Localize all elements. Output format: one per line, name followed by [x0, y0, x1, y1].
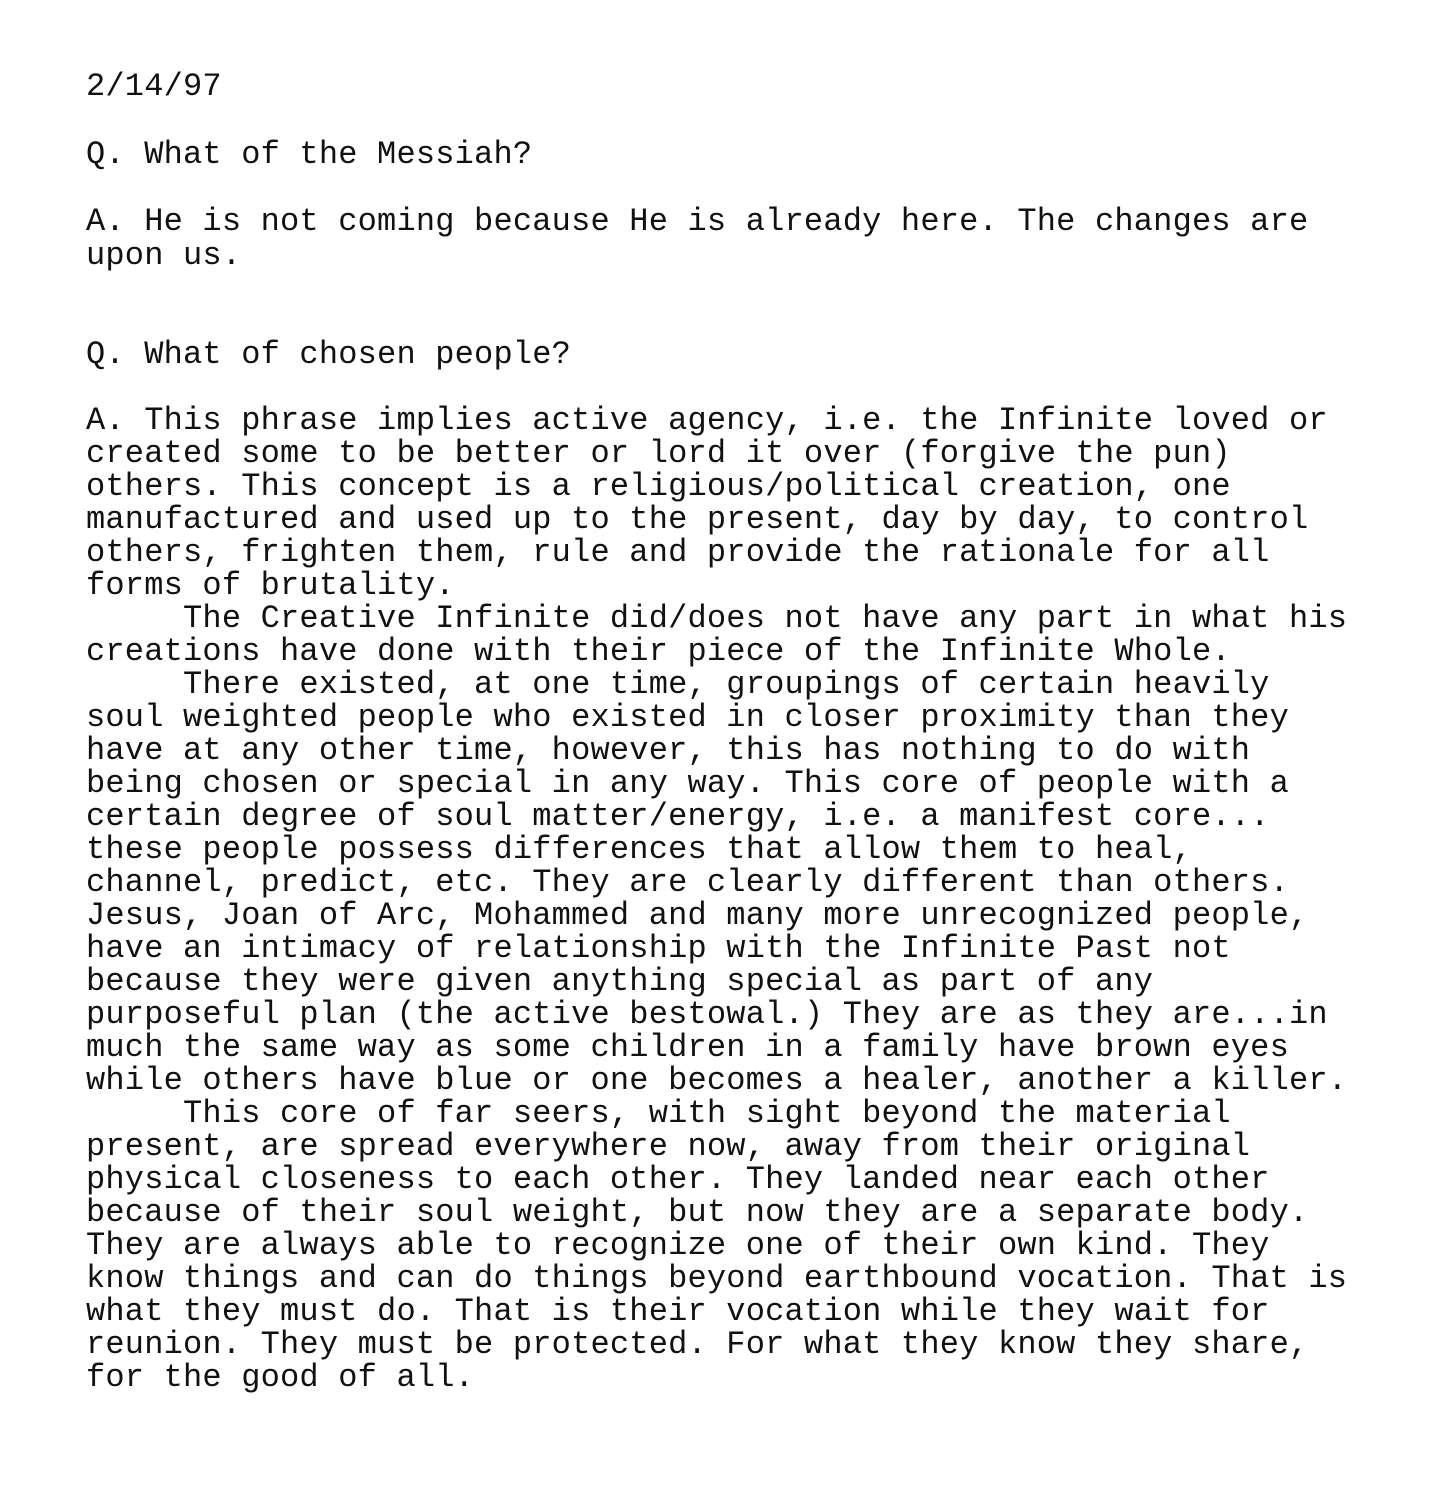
answer-line: forms of brutality. [86, 567, 455, 604]
answer-line: There existed, at one time, groupings of certain heavily [86, 666, 1270, 703]
answer-line: They are always able to recognize one of their own kind. They [86, 1227, 1270, 1264]
answer-line: created some to be better or lord it over (forgive the pun) [86, 435, 1231, 472]
answer-line: present, are spread everywhere now, away from their original [86, 1128, 1251, 1165]
answer-line: certain degree of soul matter/energy, i.e. a manifest core... [86, 798, 1270, 835]
answer-line: The Creative Infinite did/does not have any part in what his [86, 600, 1348, 637]
answer-line: much the same way as some children in a family have brown eyes [86, 1029, 1289, 1066]
answer-line: channel, predict, etc. They are clearly different than others. [86, 864, 1289, 901]
answer-line: purposeful plan (the active bestowal.) They are as they are...in [86, 996, 1328, 1033]
answer-messiah-line-1: A. He is not coming because He is already here. The changes are [86, 203, 1309, 240]
answer-line: because of their soul weight, but now they are a separate body. [86, 1194, 1309, 1231]
answer-line: being chosen or special in any way. This core of people with a [86, 765, 1289, 802]
answer-line: for the good of all. [86, 1359, 475, 1396]
answer-line: reunion. They must be protected. For what they know they share, [86, 1326, 1309, 1363]
answer-line: physical closeness to each other. They landed near each other [86, 1161, 1270, 1198]
answer-line: have an intimacy of relationship with the Infinite Past not [86, 930, 1231, 967]
question-messiah: Q. What of the Messiah? [86, 136, 533, 173]
answer-line: A. This phrase implies active agency, i.e. the Infinite loved or [86, 402, 1328, 439]
answer-line: while others have blue or one becomes a healer, another a killer. [86, 1062, 1348, 1099]
document-date: 2/14/97 [86, 68, 222, 105]
question-chosen-people: Q. What of chosen people? [86, 336, 572, 373]
answer-line: because they were given anything special as part of any [86, 963, 1154, 1000]
answer-line: others, frighten them, rule and provide the rationale for all [86, 534, 1270, 571]
answer-line: what they must do. That is their vocation while they wait for [86, 1293, 1270, 1330]
answer-line: know things and can do things beyond earthbound vocation. That is [86, 1260, 1348, 1297]
answer-line: Jesus, Joan of Arc, Mohammed and many more unrecognized people, [86, 897, 1309, 934]
answer-line: soul weighted people who existed in closer proximity than they [86, 699, 1289, 736]
answer-line: others. This concept is a religious/political creation, one [86, 468, 1231, 505]
answer-line: creations have done with their piece of the Infinite Whole. [86, 633, 1231, 670]
answer-messiah-line-2: upon us. [86, 237, 242, 274]
answer-line: This core of far seers, with sight beyond the material [86, 1095, 1231, 1132]
answer-line: these people possess differences that allow them to heal, [86, 831, 1192, 868]
answer-line: have at any other time, however, this has nothing to do with [86, 732, 1251, 769]
answer-line: manufactured and used up to the present, day by day, to control [86, 501, 1309, 538]
